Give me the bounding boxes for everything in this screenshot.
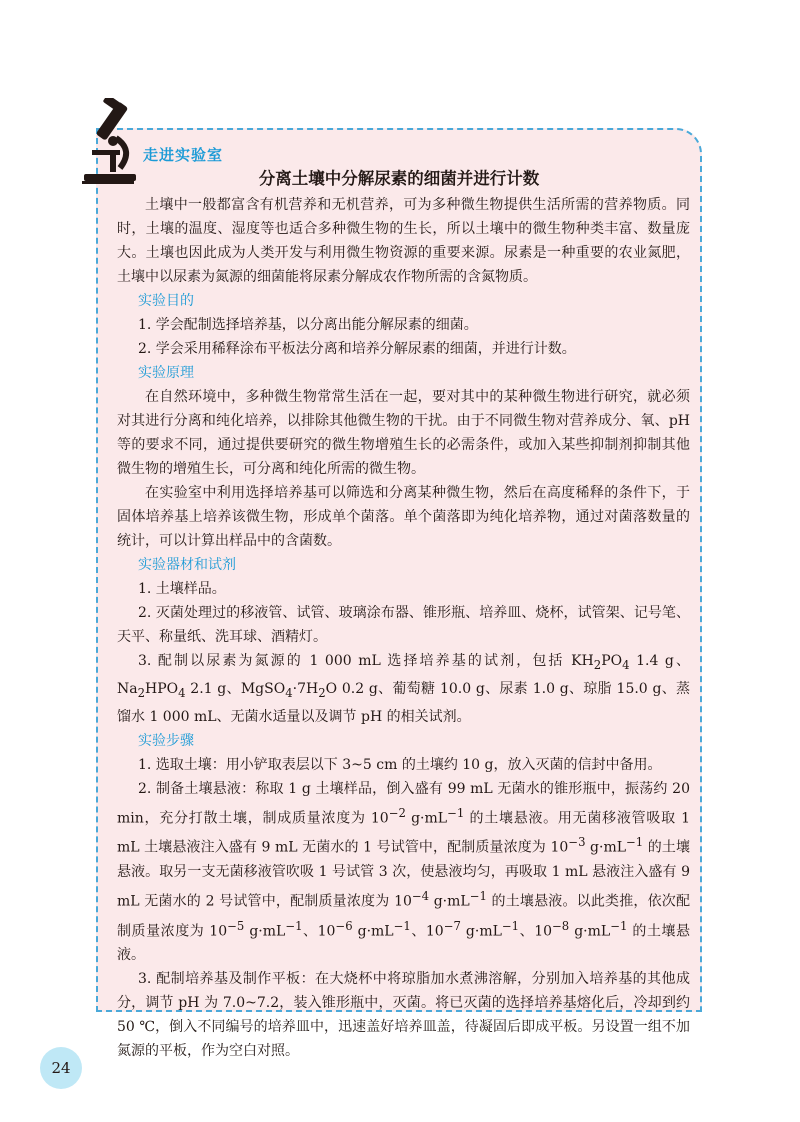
page-number-text: 24 — [51, 1059, 71, 1077]
objective-item: 2. 学会采用稀释涂布平板法分离和培养分解尿素的细菌，并进行计数。 — [138, 341, 576, 357]
objectives-heading: 实验目的 — [138, 293, 194, 309]
intro-paragraph: 土壤中一般都富含有机营养和无机营养，可为多种微生物提供生活所需的营养物质。同时，土壤的温度、湿度等也适合多种微生物的生长，所以土壤中的微生物种类丰富、数量庞大。土壤也因此成为人类开发与利用微生物资源的重要来源。尿素是一种重要的农业氮肥，土壤中以尿素为氮源的细菌能将尿素分解成农作物所需的含氮物质。 — [117, 197, 690, 285]
principle-paragraph: 在实验室中利用选择培养基可以筛选和分离某种微生物，然后在高度稀释的条件下，于固体培养基上培养该微生物，形成单个菌落。单个菌落即为纯化培养物，通过对菌落数量的统计，可以计算出样品中的含菌数。 — [117, 485, 690, 549]
principle-heading: 实验原理 — [138, 365, 194, 381]
main-content — [117, 193, 690, 1063]
section-label: 走进实验室 — [143, 146, 224, 164]
materials-item: 1. 土壤样品。 — [138, 581, 226, 597]
materials-item-reagents: 3. 配制以尿素为氮源的 1 000 mL 选择培养基的试剂，包括 $KH_2PO_4$ 1.4 g、$Na_2HPO_4$ 2.1 g、$MgSO_4\cdot 7H_2O$ 0.2 g、葡萄糖 10.0 g、尿素 1.0 g、琼脂 15.0 g、蒸馏水 1 000 mL、无菌水适量以及调节 pH 的相关试剂。 — [117, 653, 690, 725]
step-item: 3. 配制培养基及制作平板：在大烧杯中将琼脂加水煮沸溶解，分别加入培养基的其他成分，调节 pH 为 7.0~7.2，装入锥形瓶中，灭菌。将已灭菌的选择培养基熔化后，冷却到约 50 ℃，倒入不同编号的培养皿中，迅速盖好培养皿盖，待凝固后即成平板。另设置一组不加氮源的平板，作为空白对照。 — [117, 971, 690, 1060]
step-item: 1. 选取土壤：用小铲取表层以下 3~5 cm 的土壤约 10 g，放入灭菌的信封中备用。 — [138, 756, 662, 773]
materials-heading: 实验器材和试剂 — [138, 557, 236, 573]
objective-item: 1. 学会配制选择培养基，以分离出能分解尿素的细菌。 — [138, 317, 478, 333]
principle-paragraph: 在自然环境中，多种微生物常常生活在一起，要对其中的某种微生物进行研究，就必须对其进行分离和纯化培养，以排除其他微生物的干扰。由于不同微生物对营养成分、氧、pH 等的要求不同，通过提供要研究的微生物增殖生长的必需条件，或加入某些抑制剂抑制其他微生物的增殖生长，可分离和纯化所需的微生物。 — [117, 389, 690, 477]
materials-item: 2. 灭菌处理过的移液管、试管、玻璃涂布器、锥形瓶、培养皿、烧杯，试管架、记号笔、天平、称量纸、洗耳球、酒精灯。 — [117, 605, 690, 645]
steps-heading: 实验步骤 — [138, 732, 194, 749]
step-item-suspension: 2. 制备土壤悬液：称取 1 g 土壤样品，倒入盛有 99 mL 无菌水的锥形瓶中，振荡约 20 min，充分打散土壤，制成质量浓度为 $10^{-2}$ $g\cdot mL^{-1}$ 的土壤悬液。用无菌移液管吸取 1 mL 土壤悬液注入盛有 9 mL 无菌水的 1 号试管中，配制质量浓度为 $10^{-3}$ $g\cdot mL^{-1}$ 的土壤悬液。取另一支无菌移液管吹吸 1 号试管 3 次，使悬液均匀，再吸取 1 mL 悬液注入盛有 9 mL 无菌水的 2 号试管中，配制质量浓度为 $10^{-4}$ $g\cdot mL^{-1}$ 的土壤悬液。以此类推，依次配制质量浓度为 $10^{-5}$ $g\cdot mL^{-1}$、$10^{-6}$ $g\cdot mL^{-1}$、$10^{-7}$ $g\cdot mL^{-1}$、$10^{-8}$ $g\cdot mL^{-1}$ 的土壤悬液。 — [117, 780, 691, 964]
page-title: 分离土壤中分解尿素的细菌并进行计数 — [258, 169, 540, 188]
page-number — [40, 1047, 82, 1089]
